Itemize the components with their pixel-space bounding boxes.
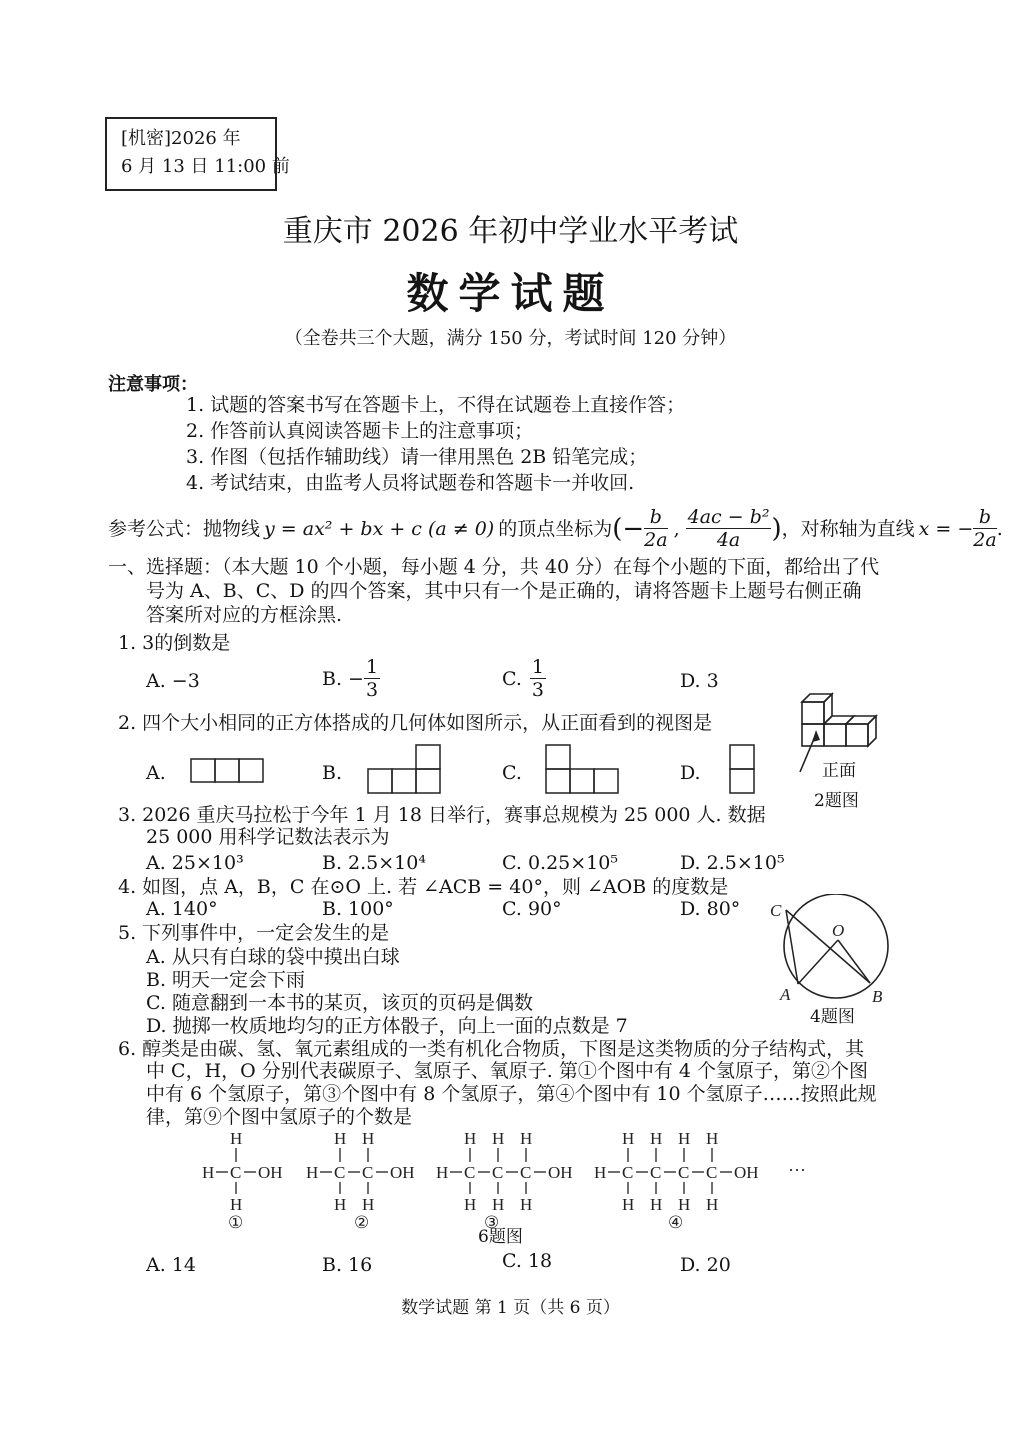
svg-text:H: H <box>650 1129 663 1148</box>
q2-option-b-view <box>366 744 444 796</box>
formula-axis-text: ，对称轴为直线 <box>781 517 915 540</box>
q6-figure <box>196 1128 820 1230</box>
q3-option-b: B. 2.5×10⁴ <box>322 852 426 874</box>
formula-equation: y = ax² + bx + c (a ≠ 0) <box>264 517 495 540</box>
q6-ellipsis: ··· <box>788 1160 806 1180</box>
q6-line2: 中 C，H，O 分别代表碳原子、氢原子、氧原子. 第①个图中有 4 个氢原子，第②个图 <box>146 1060 869 1082</box>
q2-option-c: C. <box>502 762 522 784</box>
q6-figure-number-2: ② <box>354 1213 370 1230</box>
q1-option-c: C. $\frac{1}{3}$ <box>502 656 544 701</box>
q3-option-a: A. 25×10³ <box>146 852 244 874</box>
q4-label-b: B <box>872 987 883 1006</box>
svg-text:H: H <box>334 1195 347 1214</box>
svg-text:H: H <box>650 1195 663 1214</box>
svg-text:C: C <box>334 1163 346 1182</box>
q4-option-c: C. 90° <box>502 898 562 920</box>
notes-heading: 注意事项： <box>108 374 198 395</box>
svg-text:OH: OH <box>258 1163 283 1182</box>
q2-option-d-view <box>728 744 756 796</box>
svg-text:C: C <box>706 1163 718 1182</box>
q5-stem: 5. 下列事件中，一定会发生的是 <box>118 922 390 944</box>
q6-figure-caption: 6题图 <box>478 1227 523 1247</box>
svg-text:H: H <box>362 1129 375 1148</box>
q6-structure-1 <box>202 1129 283 1214</box>
q6-figure-number-3: ③ <box>484 1213 500 1230</box>
svg-text:H: H <box>230 1195 243 1214</box>
q6-line4: 律，第⑨个图中氢原子的个数是 <box>146 1106 413 1128</box>
q2-option-c-view <box>544 744 622 796</box>
svg-text:H: H <box>436 1163 449 1182</box>
svg-text:C: C <box>678 1163 690 1182</box>
q3-option-d: D. 2.5×10⁵ <box>680 852 785 874</box>
q2-figure-caption: 2题图 <box>814 791 859 811</box>
svg-text:H: H <box>306 1163 319 1182</box>
svg-text:C: C <box>464 1163 476 1182</box>
vertex-y-fraction: $\frac{\text{4ac − b²}}{4a}$ <box>687 506 770 551</box>
svg-text:OH: OH <box>734 1163 759 1182</box>
section1-line3: 答案所对应的方框涂黑. <box>146 604 343 626</box>
q3-option-c: C. 0.25×10⁵ <box>502 852 618 874</box>
confidential-box <box>105 117 290 191</box>
svg-text:C: C <box>622 1163 634 1182</box>
svg-text:OH: OH <box>548 1163 573 1182</box>
section1-line1: 一、选择题：（本大题 10 个小题，每小题 4 分，共 40 分）在每个小题的下面，都给出了代 <box>108 556 880 578</box>
q4-figure-caption: 4题图 <box>810 1007 855 1027</box>
subject-title: 数学试题 <box>406 269 615 318</box>
section1-line2: 号为 A、B、C、D 的四个答案，其中只有一个是正确的，请将答题卡上题号右侧正确 <box>146 580 862 602</box>
confidential-line1: [机密]2026 年 <box>121 128 241 149</box>
q5-option-a: A. 从只有白球的袋中摸出白球 <box>146 946 400 968</box>
svg-text:OH: OH <box>390 1163 415 1182</box>
svg-text:H: H <box>622 1195 635 1214</box>
reference-formula: 参考公式：抛物线 y = ax² + bx + c (a ≠ 0) 的顶点坐标为 (− $\frac{b}{2a}$ , $\frac{\text{4ac − b²}}{4a}$ ) ，对称轴为直线 x = − $\frac{b}{2a}$ . <box>108 506 1003 551</box>
svg-text:H: H <box>622 1129 635 1148</box>
q6-option-d: D. 20 <box>680 1254 731 1276</box>
q4-label-o: O <box>832 921 845 940</box>
q2-option-a: A. <box>146 762 166 784</box>
q4-stem: 4. 如图，点 A，B，C 在⊙O 上. 若 ∠ACB = 40°，则 ∠AOB 的度数是 <box>118 876 729 898</box>
q4-option-b: B. 100° <box>322 898 394 920</box>
note-item-2: 2. 作答前认真阅读答题卡上的注意事项； <box>186 420 534 442</box>
svg-text:H: H <box>334 1129 347 1148</box>
svg-text:H: H <box>678 1129 691 1148</box>
axis-equation: x = − <box>918 517 974 540</box>
svg-text:C: C <box>362 1163 374 1182</box>
svg-text:C: C <box>520 1163 532 1182</box>
svg-text:H: H <box>362 1195 375 1214</box>
q5-option-c: C. 随意翻到一本书的某页，该页的页码是偶数 <box>146 992 533 1014</box>
q2-front-label: 正面 <box>822 761 856 781</box>
axis-fraction: $\frac{b}{2a}$ <box>973 506 997 551</box>
svg-text:H: H <box>594 1163 607 1182</box>
q4-circle-figure <box>770 894 900 1006</box>
exam-info: （全卷共三个大题，满分 150 分，考试时间 120 分钟） <box>284 328 737 349</box>
q4-label-c: C <box>770 901 782 920</box>
q6-structure-2 <box>306 1129 415 1214</box>
q6-figure-number-4: ④ <box>668 1213 684 1230</box>
q4-option-a: A. 140° <box>146 898 218 920</box>
q4-label-a: A <box>780 985 791 1004</box>
q3-line1: 3. 2026 重庆马拉松于今年 1 月 18 日举行，赛事总规模为 25 000 人. 数据 <box>118 804 766 826</box>
svg-text:H: H <box>520 1195 533 1214</box>
q3-line2: 25 000 用科学记数法表示为 <box>146 826 390 848</box>
q5-option-d: D. 抛掷一枚质地均匀的正方体骰子，向上一面的点数是 7 <box>146 1015 628 1037</box>
note-item-4: 4. 考试结束，由监考人员将试题卷和答题卡一并收回. <box>186 472 635 494</box>
q2-option-b: B. <box>322 762 343 784</box>
q1-option-b: B. − $\frac{1}{3}$ <box>322 656 379 701</box>
svg-text:H: H <box>706 1129 719 1148</box>
q2-stem: 2. 四个大小相同的正方体搭成的几何体如图所示，从正面看到的视图是 <box>118 712 713 734</box>
q2-option-a-view <box>190 758 266 784</box>
page-footer: 数学试题 第 1 页（共 6 页） <box>401 1298 620 1318</box>
svg-text:H: H <box>492 1195 505 1214</box>
q6-line3: 中有 6 个氢原子，第③个图中有 8 个氢原子，第④个图中有 10 个氢原子……按照此规 <box>146 1083 877 1105</box>
svg-text:H: H <box>706 1195 719 1214</box>
svg-text:C: C <box>650 1163 662 1182</box>
formula-mid: 的顶点坐标为 <box>498 517 613 540</box>
q5-option-b: B. 明天一定会下雨 <box>146 969 306 991</box>
svg-text:H: H <box>492 1129 505 1148</box>
q1-option-a: A. −3 <box>146 670 200 692</box>
q6-option-b: B. 16 <box>322 1254 373 1276</box>
confidential-line2: 6 月 13 日 11:00 前 <box>121 156 290 177</box>
q1-stem: 1. 3的倒数是 <box>118 632 231 654</box>
svg-text:C: C <box>230 1163 242 1182</box>
q1-option-d: D. 3 <box>680 670 719 692</box>
svg-text:H: H <box>464 1129 477 1148</box>
note-item-1: 1. 试题的答案书写在答题卡上，不得在试题卷上直接作答； <box>186 394 686 416</box>
svg-text:H: H <box>464 1195 477 1214</box>
q6-option-a: A. 14 <box>146 1254 196 1276</box>
q6-structure-4 <box>594 1129 759 1214</box>
q6-structure-3 <box>436 1129 573 1214</box>
q2-option-d: D. <box>680 762 701 784</box>
svg-text:H: H <box>230 1129 243 1148</box>
svg-text:H: H <box>678 1195 691 1214</box>
vertex-x-fraction: $\frac{b}{2a}$ <box>644 506 668 551</box>
note-item-3: 3. 作图（包括作辅助线）请一律用黑色 2B 铅笔完成； <box>186 446 648 468</box>
q4-option-d: D. 80° <box>680 898 741 920</box>
exam-title: 重庆市 2026 年初中学业水平考试 <box>282 214 739 249</box>
q6-figure-number-1: ① <box>228 1213 244 1230</box>
svg-text:H: H <box>520 1129 533 1148</box>
formula-prefix: 参考公式：抛物线 <box>108 517 261 540</box>
svg-text:C: C <box>492 1163 504 1182</box>
q6-option-c: C. 18 <box>502 1250 553 1272</box>
q6-line1: 6. 醇类是由碳、氢、氧元素组成的一类有机化合物质，下图是这类物质的分子结构式，其 <box>118 1038 865 1060</box>
svg-text:H: H <box>202 1163 215 1182</box>
